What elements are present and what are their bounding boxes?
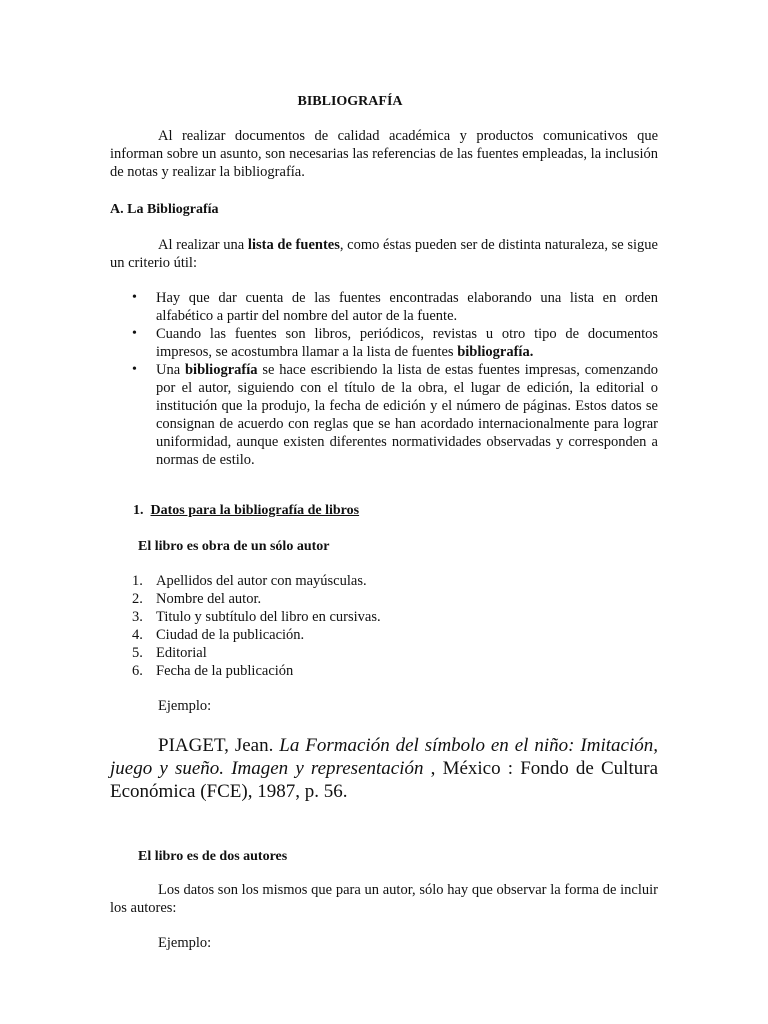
bullet-1-text: Hay que dar cuenta de las fuentes encontradas elaborando una lista en orden alfabético a partir del nombre del autor de la fuente.	[156, 290, 658, 324]
example-author: PIAGET, Jean.	[158, 735, 280, 756]
list-item	[110, 662, 658, 680]
list-number: 1.	[132, 573, 143, 589]
criteria-bullet-list	[110, 289, 658, 469]
list-number: 3.	[132, 609, 143, 625]
list-item-text: Editorial	[156, 645, 207, 661]
section-a-para-bold: lista de fuentes	[247, 237, 340, 253]
bullet-icon: •	[132, 290, 137, 305]
list-item	[110, 325, 658, 361]
list-number: 2.	[132, 591, 143, 607]
page-title: BIBLIOGRAFÍA	[297, 94, 403, 109]
list-item	[110, 608, 658, 626]
list-item-text: Nombre del autor.	[156, 591, 262, 607]
list-item-text: Titulo y subtítulo del libro en cursivas.	[156, 609, 381, 625]
list-item	[110, 590, 658, 608]
list-number: 5.	[132, 645, 143, 661]
two-authors-heading: El libro es de dos autores	[138, 849, 288, 864]
list-item	[110, 361, 658, 469]
list-number: 4.	[132, 627, 143, 643]
section-a-paragraph	[110, 236, 658, 272]
list-item	[110, 289, 658, 325]
example-label-2: Ejemplo:	[158, 935, 212, 951]
bullet-icon: •	[132, 362, 137, 377]
list-item-text: Ciudad de la publicación.	[156, 627, 305, 643]
section-a-para-suffix: , como éstas pueden ser de distinta naturaleza, se sigue un criterio útil:	[110, 237, 658, 271]
section-1-number: 1.	[133, 503, 144, 518]
bullet-3-prefix: Una	[156, 362, 185, 378]
list-number: 6.	[132, 663, 143, 679]
bullet-2-prefix: Cuando las fuentes son libros, periódicos, revistas u otro tipo de documentos impresos, se acostumbra llamar a la lista de fuentes	[156, 326, 658, 360]
list-item-text: Fecha de la publicación	[156, 663, 294, 679]
two-authors-paragraph: Los datos son los mismos que para un autor, sólo hay que observar la forma de incluir los autores:	[110, 882, 658, 916]
section-1-title: Datos para la bibliografía de libros	[150, 503, 360, 518]
section-a-heading: A. La Bibliografía	[110, 202, 219, 217]
example-book-title: La Formación del símbolo en el niño: Imitación, juego y sueño. Imagen y representación	[110, 735, 658, 779]
bullet-3-bold: bibliografía	[184, 362, 258, 378]
list-item	[110, 644, 658, 662]
list-item-text: Apellidos del autor con mayúsculas.	[156, 573, 367, 589]
intro-paragraph: Al realizar documentos de calidad académica y productos comunicativos que informan sobre un asunto, son necesarias las referencias de las fuentes empleadas, la inclusión de notas y realizar la bibliografía.	[110, 128, 658, 180]
bullet-icon: •	[132, 326, 137, 341]
book-data-list	[110, 572, 658, 680]
section-1-heading	[133, 502, 359, 520]
bullet-2-bold: bibliografía.	[457, 344, 534, 360]
section-a-para-prefix: Al realizar una	[158, 237, 248, 253]
list-item	[110, 626, 658, 644]
example-publication-info: , México : Fondo de Cultura Económica (FCE), 1987, p. 56.	[110, 758, 659, 802]
list-item	[110, 572, 658, 590]
bullet-3-suffix: se hace escribiendo la lista de estas fuentes impresas, comenzando por el autor, siguiendo con el título de la obra, el lugar de edición, la editorial o institución que la produjo, la fecha de edición y el número de páginas. Estos datos se consignan de acuerdo con reglas que se han acordado internacionalmente para lograr uniformidad, aunque existen diferentes normatividades observadas y corresponden a normas de estilo.	[156, 362, 658, 468]
example-label: Ejemplo:	[158, 698, 212, 714]
single-author-heading: El libro es obra de un sólo autor	[138, 539, 330, 554]
example-citation	[110, 734, 658, 803]
